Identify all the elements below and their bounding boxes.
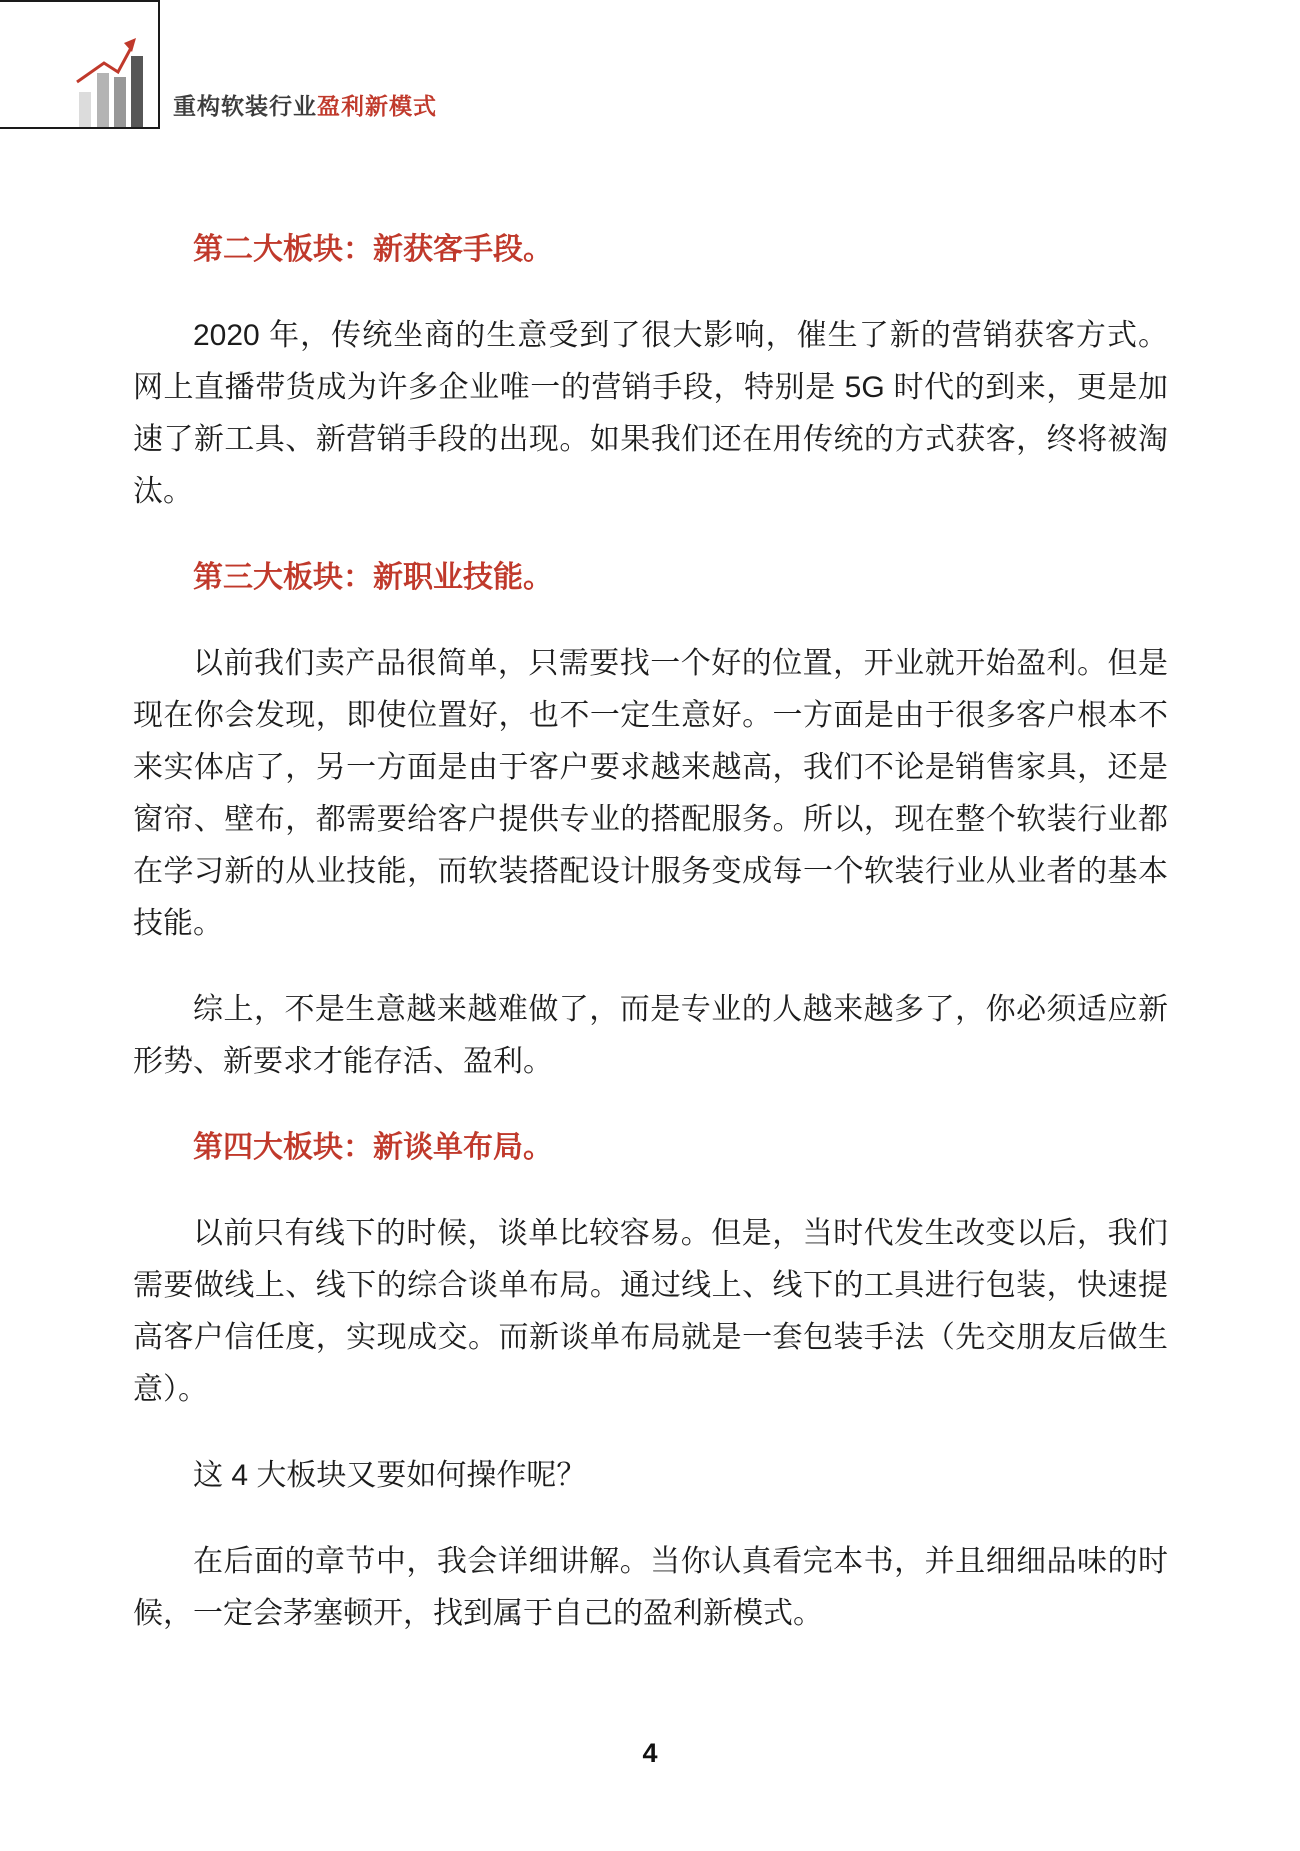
paragraph-new-deal-layout: 以前只有线下的时候，谈单比较容易。但是，当时代发生改变以后，我们需要做线上、线下的综合谈单布局。通过线上、线下的工具进行包装，快速提高客户信任度，实现成交。而新谈单布局就是一套包装手法（先交朋友后做生意）。: [133, 1217, 1168, 1406]
book-title-accent: 盈利新模式: [317, 93, 437, 119]
page-number: 4: [642, 1738, 658, 1768]
paragraph-new-customer-acquisition: 2020 年，传统坐商的生意受到了很大影响，催生了新的营销获客方式。网上直播带货成为许多企业唯一的营销手段，特别是 5G 时代的到来，更是加速了新工具、新营销手段的出现。如果我们还在用传统的方式获客，终将被淘汰。: [133, 319, 1168, 508]
paragraph-closing: 在后面的章节中，我会详细讲解。当你认真看完本书，并且细细品味的时候，一定会茅塞顿开，找到属于自己的盈利新模式。: [133, 1545, 1168, 1630]
section-heading-fourth-block: 第四大板块：新谈单布局。: [193, 1131, 553, 1164]
logo-box: [0, 0, 160, 129]
paragraph-question: 这 4 大板块又要如何操作呢？: [193, 1459, 587, 1492]
paragraph-new-professional-skills: 以前我们卖产品很简单，只需要找一个好的位置，开业就开始盈利。但是现在你会发现，即使位置好，也不一定生意好。一方面是由于很多客户根本不来实体店了，另一方面是由于客户要求越来越高，我们不论是销售家具，还是窗帘、壁布，都需要给客户提供专业的搭配服务。所以，现在整个软装行业都在学习新的从业技能，而软装搭配设计服务变成每一个软装行业从业者的基本技能。: [133, 647, 1168, 940]
page-content: [133, 224, 1168, 1674]
book-title-prefix: 重构软装行业: [173, 93, 317, 119]
book-title: [173, 88, 437, 121]
section-heading-second-block: 第二大板块：新获客手段。: [193, 233, 553, 266]
growth-chart-logo: [0, 2, 158, 127]
paragraph-summary: 综上，不是生意越来越难做了，而是专业的人越来越多了，你必须适应新形势、新要求才能存活、盈利。: [133, 993, 1168, 1078]
section-heading-third-block: 第三大板块：新职业技能。: [193, 561, 553, 594]
